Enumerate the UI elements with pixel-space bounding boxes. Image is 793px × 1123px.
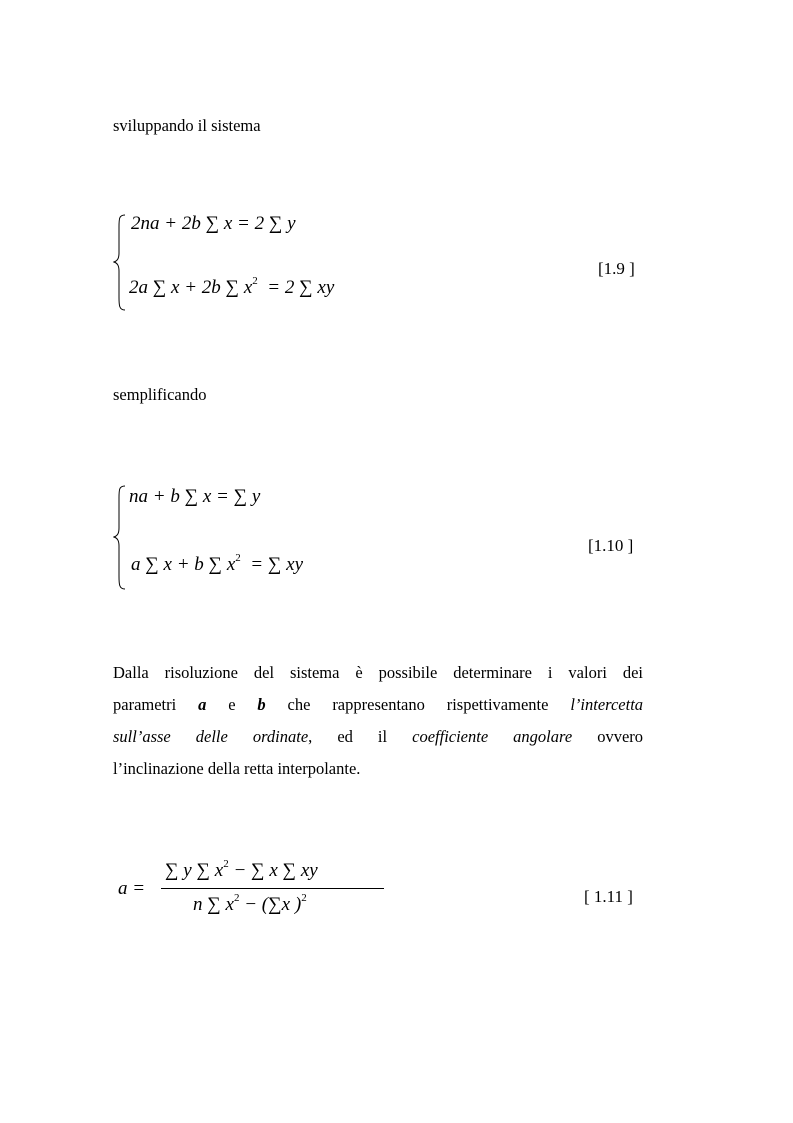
explanation-paragraph — [113, 657, 643, 785]
paragraph-line-4: l’inclinazione della retta interpolante. — [113, 759, 361, 778]
left-brace — [113, 484, 127, 592]
fraction-denominator: n ∑ $x^2 - (\sum x$ )$^2$ — [193, 892, 307, 915]
left-brace — [113, 213, 127, 313]
equation-line-2: a ∑ x + b ∑ $x^2$ = ∑ xy — [131, 552, 304, 575]
equation-line-1: na + b ∑ x = ∑ y — [129, 486, 261, 507]
equation-line-2: 2a ∑ x + 2b ∑ $x^2 = 2$ ∑ xy — [129, 275, 335, 298]
intro-text-sviluppando: sviluppando il sistema — [113, 116, 261, 135]
fraction-bar — [161, 888, 384, 889]
equation-line-1: 2na + 2b ∑ x = 2 ∑ y — [131, 213, 296, 234]
paragraph-line-2: parametri a e b che rappresentano rispettivamente l’intercetta — [113, 695, 644, 714]
paragraph-line-1: Dalla risoluzione del sistema è possibile determinare i valori dei — [113, 663, 643, 682]
fraction-numerator: ∑ y ∑ $x^2$ − ∑ x ∑ xy — [165, 858, 318, 881]
equation-number-1-9: [1.9 ] — [598, 259, 635, 278]
intro-text-semplificando: semplificando — [113, 385, 207, 404]
equation-lhs: a = — [118, 878, 146, 899]
equation-fraction-1-11 — [113, 858, 413, 928]
equation-number-1-11: [ 1.11 ] — [584, 887, 633, 906]
paragraph-line-3: sull’asse delle ordinate, ed il coefficiente angolare ovvero — [113, 727, 644, 746]
equation-number-1-10: [1.10 ] — [588, 536, 634, 555]
